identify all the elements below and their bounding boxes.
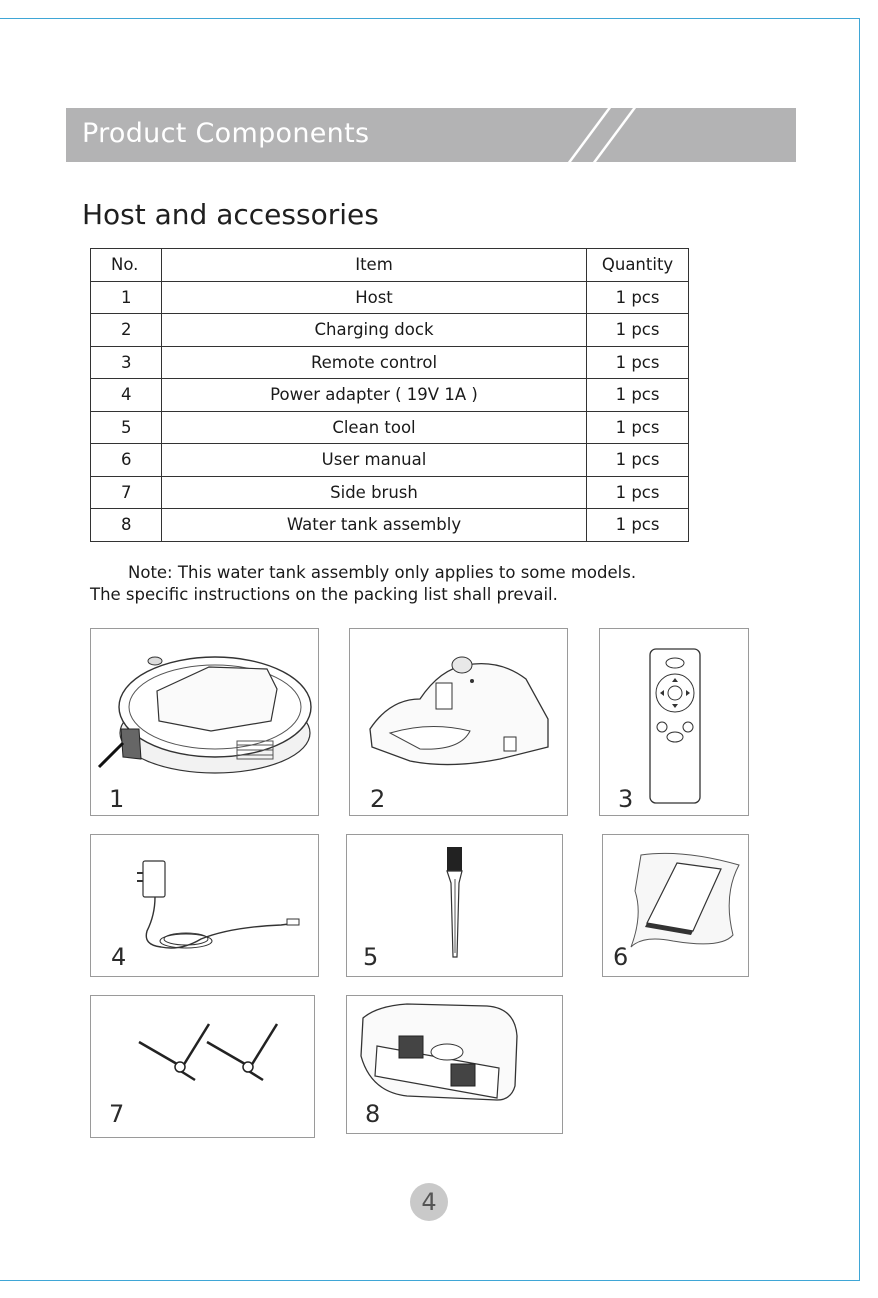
illustration-number: 7 bbox=[109, 1100, 125, 1128]
illustration-number: 2 bbox=[370, 785, 386, 813]
cell-item: User manual bbox=[161, 444, 586, 477]
cell-quantity: 1 pcs bbox=[587, 444, 689, 477]
header-item: Item bbox=[161, 249, 586, 282]
components-table bbox=[90, 248, 689, 542]
crop-line-top bbox=[0, 18, 860, 19]
illustration-panel-side-brush bbox=[90, 995, 315, 1138]
illustration-panel-host bbox=[90, 628, 319, 816]
cell-quantity: 1 pcs bbox=[587, 379, 689, 412]
illustration-panel-manual bbox=[602, 834, 749, 977]
illustration-panel-remote bbox=[599, 628, 749, 816]
page-title: Product Components bbox=[82, 118, 370, 149]
table-row bbox=[91, 281, 689, 314]
cell-no: 8 bbox=[91, 509, 162, 542]
page-number: 4 bbox=[410, 1183, 448, 1221]
cell-quantity: 1 pcs bbox=[587, 281, 689, 314]
cell-quantity: 1 pcs bbox=[587, 346, 689, 379]
section-title: Host and accessories bbox=[82, 198, 379, 231]
cell-no: 1 bbox=[91, 281, 162, 314]
crop-line-right bbox=[859, 18, 860, 1280]
cell-item: Charging dock bbox=[161, 314, 586, 347]
crop-line-bottom bbox=[0, 1280, 860, 1281]
table-row bbox=[91, 314, 689, 347]
cell-item: Side brush bbox=[161, 476, 586, 509]
cell-item: Water tank assembly bbox=[161, 509, 586, 542]
illustration-number: 1 bbox=[109, 785, 125, 813]
header-quantity: Quantity bbox=[587, 249, 689, 282]
side-brush-icon bbox=[91, 996, 314, 1137]
illustration-number: 3 bbox=[618, 785, 634, 813]
packing-note bbox=[90, 562, 730, 606]
cell-no: 6 bbox=[91, 444, 162, 477]
cell-quantity: 1 pcs bbox=[587, 476, 689, 509]
header-banner bbox=[66, 108, 796, 162]
illustration-number: 6 bbox=[613, 943, 629, 971]
cell-quantity: 1 pcs bbox=[587, 411, 689, 444]
robot-vacuum-icon bbox=[91, 629, 318, 815]
table-row bbox=[91, 444, 689, 477]
table-row bbox=[91, 346, 689, 379]
illustration-number: 8 bbox=[365, 1100, 381, 1128]
table-row bbox=[91, 411, 689, 444]
cell-item: Power adapter ( 19V 1A ) bbox=[161, 379, 586, 412]
illustration-panel-adapter bbox=[90, 834, 319, 977]
cell-no: 4 bbox=[91, 379, 162, 412]
cell-no: 2 bbox=[91, 314, 162, 347]
table-row bbox=[91, 476, 689, 509]
illustration-number: 4 bbox=[111, 943, 127, 971]
note-line-1: Note: This water tank assembly only applies to some models. bbox=[128, 563, 637, 582]
header-no: No. bbox=[91, 249, 162, 282]
banner-slash-decoration bbox=[66, 108, 796, 162]
table-row bbox=[91, 509, 689, 542]
illustration-panel-dock bbox=[349, 628, 568, 816]
cell-no: 3 bbox=[91, 346, 162, 379]
illustration-number: 5 bbox=[363, 943, 379, 971]
note-line-2: The specific instructions on the packing list shall prevail. bbox=[90, 585, 558, 604]
cell-item: Host bbox=[161, 281, 586, 314]
cell-no: 5 bbox=[91, 411, 162, 444]
cell-quantity: 1 pcs bbox=[587, 314, 689, 347]
clean-tool-icon bbox=[347, 835, 562, 976]
table-row bbox=[91, 379, 689, 412]
cell-item: Remote control bbox=[161, 346, 586, 379]
table-header-row bbox=[91, 249, 689, 282]
cell-item: Clean tool bbox=[161, 411, 586, 444]
cell-quantity: 1 pcs bbox=[587, 509, 689, 542]
illustration-panel-clean-tool bbox=[346, 834, 563, 977]
cell-no: 7 bbox=[91, 476, 162, 509]
illustration-panel-water-tank bbox=[346, 995, 563, 1134]
